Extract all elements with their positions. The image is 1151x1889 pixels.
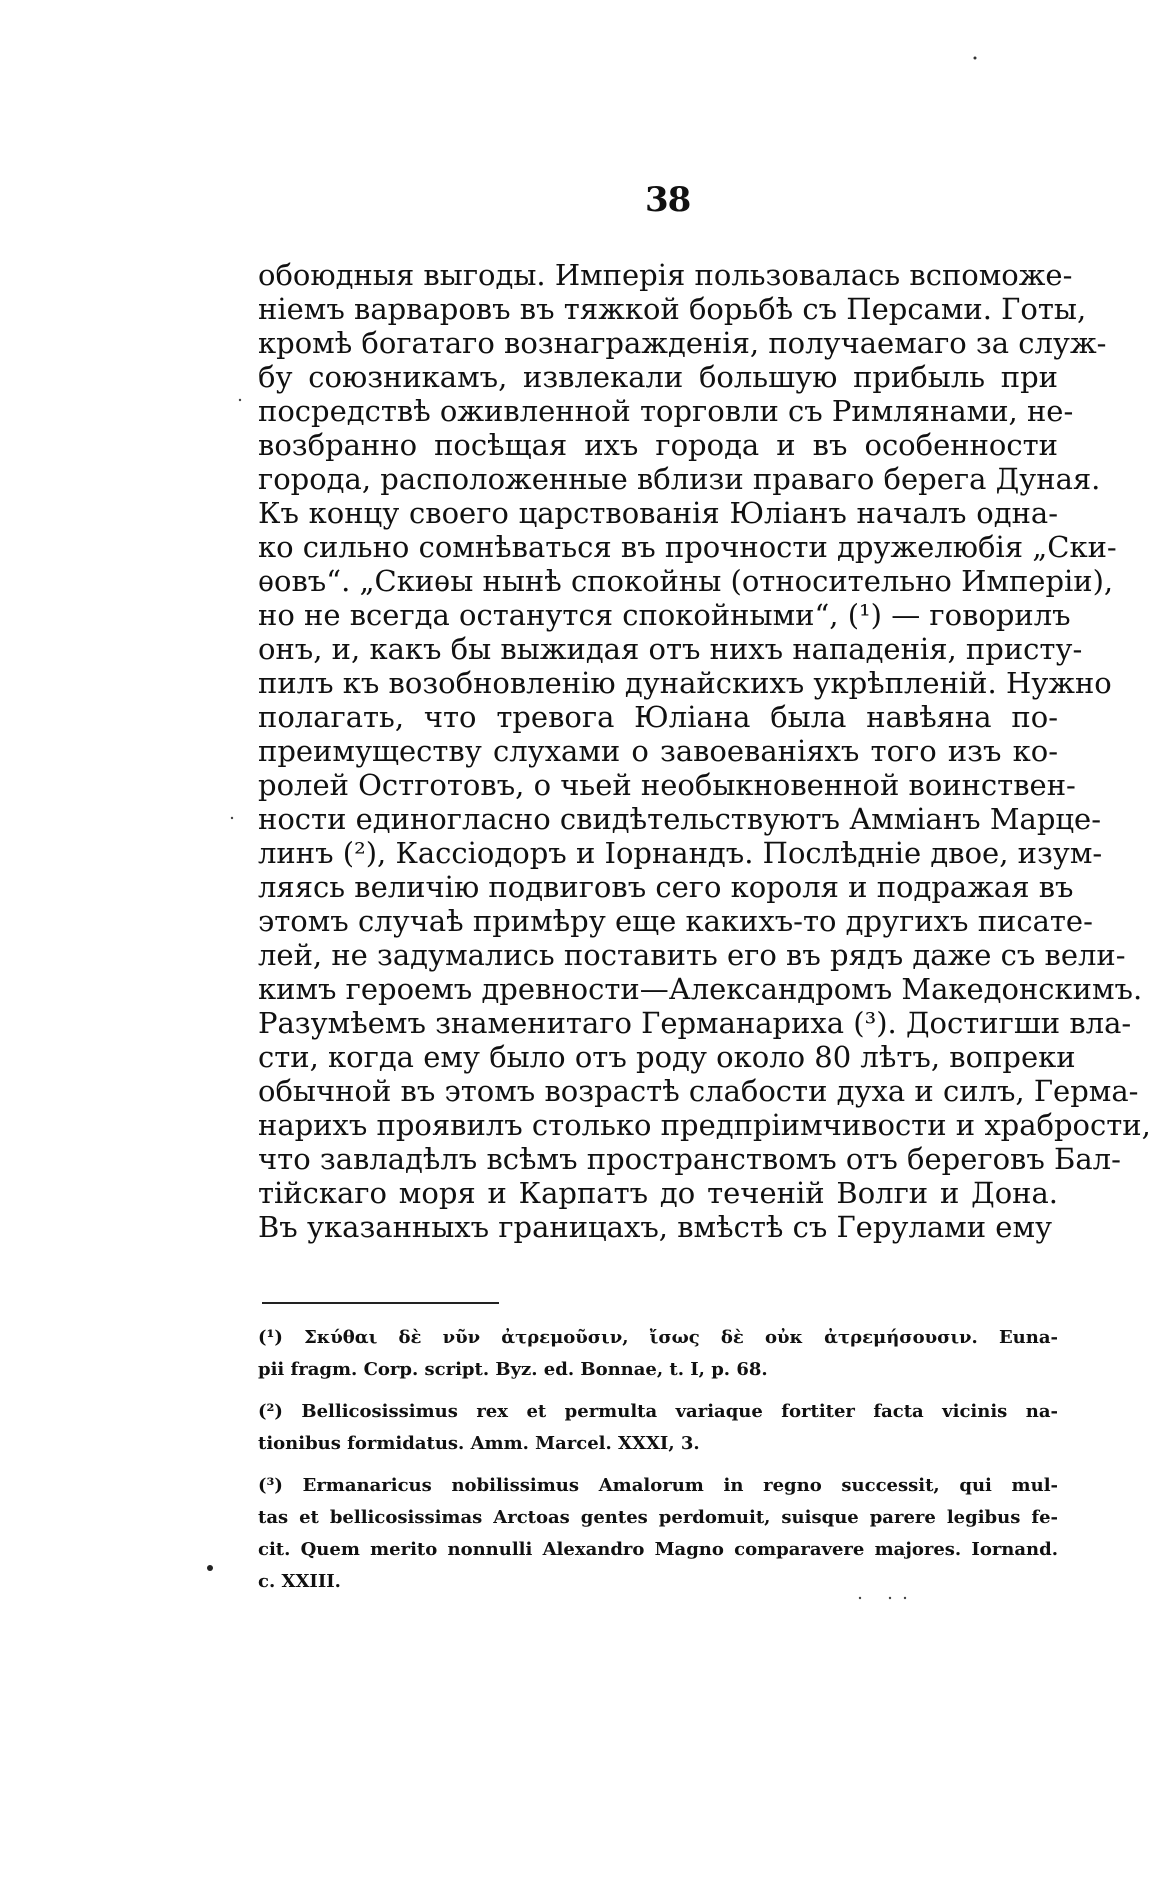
footnote-line: tionibus formidatus. Amm. Marcel. XXXI, 3. bbox=[258, 1433, 700, 1454]
text-line: кромѣ богатаго вознагражденія, получаемаго за служ- bbox=[258, 326, 1107, 360]
text-line: Разумѣемъ знаменитаго Германариха (³). Достигши вла- bbox=[258, 1006, 1132, 1040]
text-line: тійскаго моря и Карпатъ до теченій Волги и Дона. bbox=[258, 1176, 1058, 1210]
main-text bbox=[258, 258, 1151, 1244]
footnote-separator bbox=[262, 1302, 499, 1304]
footnote-gap bbox=[258, 1386, 1058, 1396]
footnote-line: cit. Quem merito nonnulli Alexandro Magno comparavere majores. Iornand. bbox=[258, 1539, 1058, 1560]
text-line: Въ указанныхъ границахъ, вмѣстѣ съ Герулами ему bbox=[258, 1210, 1053, 1244]
text-line: Къ концу своего царствованія Юліанъ началъ одна- bbox=[258, 496, 1058, 530]
text-line: ролей Остготовъ, о чьей необыкновенной воинствен- bbox=[258, 768, 1076, 802]
text-line: ко сильно сомнѣваться въ прочности дружелюбія „Ски- bbox=[258, 530, 1117, 564]
footnote bbox=[258, 1470, 1058, 1598]
text-line: онъ, и, какъ бы выжидая отъ нихъ нападенія, присту- bbox=[258, 632, 1083, 666]
text-line: кимъ героемъ древности—Александромъ Македонскимъ. bbox=[258, 972, 1143, 1006]
footnote-line: (³) Ermanaricus nobilissimus Amalorum in regno successit, qui mul- bbox=[258, 1475, 1058, 1496]
text-line: линъ (²), Кассіодоръ и Іорнандъ. Послѣдніе двое, изум- bbox=[258, 836, 1103, 870]
text-line: обычной въ этомъ возрастѣ слабости духа и силъ, Герма- bbox=[258, 1074, 1139, 1108]
text-line: этомъ случаѣ примѣру еще какихъ-то другихъ писате- bbox=[258, 904, 1093, 938]
footnote-line: (²) Bellicosissimus rex et permulta variaque fortiter facta vicinis na- bbox=[258, 1401, 1058, 1422]
footnote bbox=[258, 1322, 1058, 1386]
text-line: города, расположенные вблизи праваго берега Дуная. bbox=[258, 462, 1101, 496]
text-line: бу союзникамъ, извлекали большую прибыль при bbox=[258, 360, 1058, 394]
text-line: но не всегда останутся спокойными“, (¹) — говорилъ bbox=[258, 598, 1071, 632]
footnotes bbox=[258, 1322, 1058, 1598]
footnote-line: tas et bellicosissimas Arctoas gentes perdomuit, suisque parere legibus fe- bbox=[258, 1507, 1058, 1528]
text-line: обоюдныя выгоды. Имперія пользовалась вспоможе- bbox=[258, 258, 1073, 292]
text-line: сти, когда ему было отъ роду около 80 лѣтъ, вопреки bbox=[258, 1040, 1076, 1074]
text-line: посредствѣ оживленной торговли съ Римлянами, не- bbox=[258, 394, 1074, 428]
footnote-line: pii fragm. Corp. script. Byz. ed. Bonnae, t. I, p. 68. bbox=[258, 1359, 768, 1380]
footnote-line: (¹) Σκύθαι δὲ νῦν ἀτρεμοῦσιν, ἴσως δὲ οὐκ ἀτρεμήσουσιν. Eunа- bbox=[258, 1327, 1058, 1348]
footnote bbox=[258, 1396, 1058, 1460]
text-line: преимуществу слухами о завоеваніяхъ того изъ ко- bbox=[258, 734, 1058, 768]
text-line: ѳовъ“. „Скиѳы нынѣ спокойны (относительно Имперіи), bbox=[258, 564, 1114, 598]
text-line: лей, не задумались поставить его въ рядъ даже съ вели- bbox=[258, 938, 1126, 972]
text-line: пилъ къ возобновленію дунайскихъ укрѣпленій. Нужно bbox=[258, 666, 1112, 700]
footnote-line: c. XXIII. bbox=[258, 1571, 341, 1592]
text-line: что завладѣлъ всѣмъ пространствомъ отъ береговъ Бал- bbox=[258, 1142, 1121, 1176]
text-line: возбранно посѣщая ихъ города и въ особенности bbox=[258, 428, 1058, 462]
footnote-gap bbox=[258, 1460, 1058, 1470]
text-line: ляясь величію подвиговъ сего короля и подражая въ bbox=[258, 870, 1074, 904]
page-number: 38 bbox=[645, 180, 691, 220]
text-line: ніемъ варваровъ въ тяжкой борьбѣ съ Персами. Готы, bbox=[258, 292, 1087, 326]
text-line: нарихъ проявилъ столько предпріимчивости и храбрости, bbox=[258, 1108, 1151, 1142]
text-line: ности единогласно свидѣтельствуютъ Амміанъ Марце- bbox=[258, 802, 1101, 836]
text-line: полагать, что тревога Юліана была навѣяна по- bbox=[258, 700, 1058, 734]
